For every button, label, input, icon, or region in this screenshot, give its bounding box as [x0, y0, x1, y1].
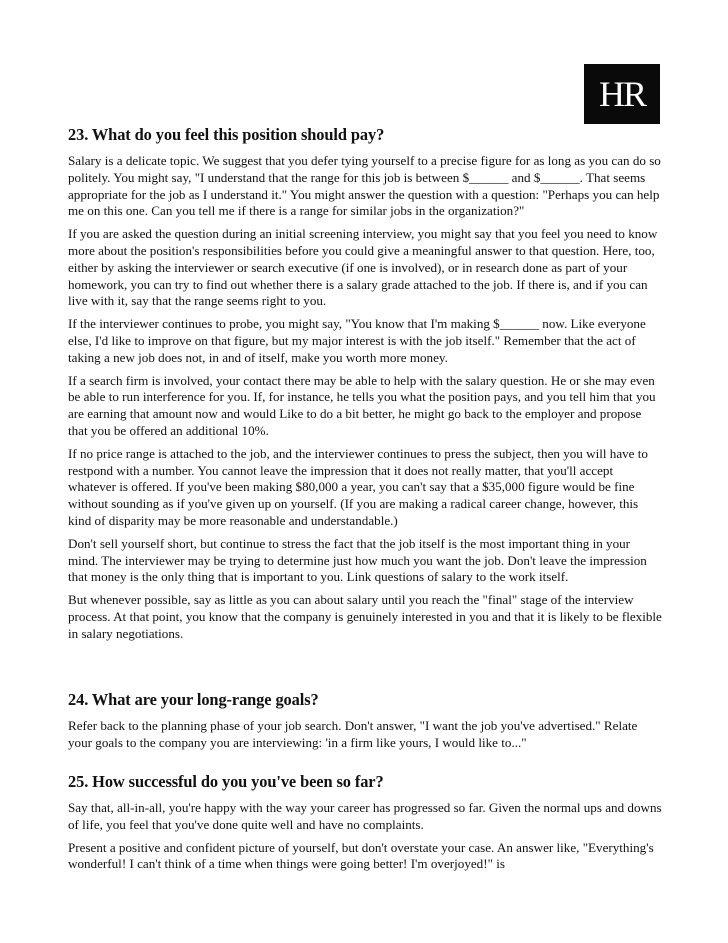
- section-heading: 23. What do you feel this position should pay?: [68, 125, 385, 144]
- logo-text: HR: [598, 74, 645, 114]
- paragraph: Refer back to the planning phase of your job search. Don't answer, "I want the job you've advertised." Relate your goals to the company you are interviewing: 'in a firm like yours, I would like to...": [68, 718, 638, 750]
- paragraph: If no price range is attached to the job, and the interviewer continues to press the subject, then you will have to restpond with a number. You cannot leave the impression that it does not really matter, that you'll accept whatever is offered. If you've been making $80,000 a year, you can't say that a $35,000 figure would be fine without sounding as if you've given up on yourself. (If you are making a radical career change, however, this kind of disparity may be more reasonable and understandable.): [68, 445, 648, 528]
- section-25: [68, 772, 662, 873]
- section-heading: 24. What are your long-range goals?: [68, 690, 319, 709]
- paragraph: If you are asked the question during an initial screening interview, you might say that you feel you need to know more about the position's responsibilities before you could give a meaningful answer to that question. Here, too, either by asking the interviewer or search executive (if one is involved), or in research done as part of your homework, you can try to find out whether there is a salary grade attached to the job. If there is, and if you can live with it, say that the range seems right to you.: [68, 226, 658, 309]
- section-23: [68, 125, 662, 643]
- paragraph: Salary is a delicate topic. We suggest that you defer tying yourself to a precise figure for as long as you can do so politely. You might say, "I understand that the range for this job is between $______ and $______. That seems appropriate for the job as I understand it." You might answer the question with a question: "Perhaps you can help me on this one. Can you tell me if there is a range for similar jobs in the organization?": [68, 153, 661, 219]
- paragraph: Present a positive and confident picture of yourself, but don't overstate your case. An answer like, "Everything's wonderful! I can't think of a time when things were going better! I'm overjoyed!" is: [68, 839, 654, 872]
- paragraph: If the interviewer continues to probe, you might say, "You know that I'm making $______ now. Like everyone else, I'd like to improve on that figure, but my major interest is with the job itself." Remember that the act of taking a new job does not, in and of itself, make you worth more money.: [68, 316, 646, 365]
- paragraph: But whenever possible, say as little as you can about salary until you reach the "final" stage of the interview process. At that point, you know that the company is genuinely interested in you and that it is likely to be flexible in salary negotiations.: [68, 592, 662, 641]
- paragraph: Say that, all-in-all, you're happy with the way your career has progressed so far. Given the normal ups and downs of life, you feel that you've done quite well and have no complaints.: [68, 800, 662, 832]
- paragraph: Don't sell yourself short, but continue to stress the fact that the job itself is the most important thing in your mind. The interviewer may be trying to determine just how much you want the job. Don't leave the impression that money is the only thing that is important to you. Link questions of salary to the work itself.: [68, 535, 647, 585]
- section-24: [68, 690, 662, 752]
- hr-logo: [584, 64, 660, 124]
- paragraph: If a search firm is involved, your contact there may be able to help with the salary question. He or she may even be able to run interference for you. If, for instance, he tells you what the position pays, and you tell him that you are earning that amount now and would Like to do a bit better, he might go back to the employer and propose that you be offered an additional 10%.: [68, 372, 656, 438]
- section-heading: 25. How successful do you you've been so far?: [68, 772, 384, 791]
